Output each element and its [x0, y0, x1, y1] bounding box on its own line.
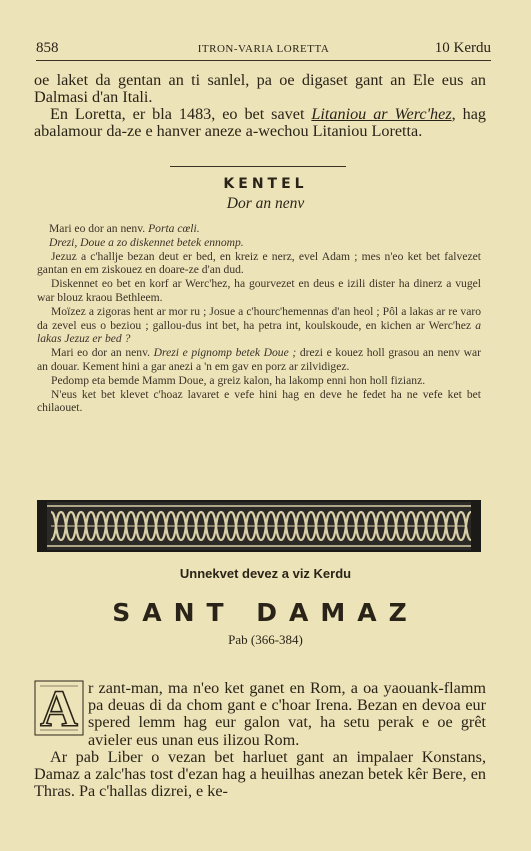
intro-text — [34, 72, 486, 140]
prayer-text — [37, 222, 481, 415]
running-title: ITRON-VARIA LORETTA — [197, 43, 330, 55]
section-title-kentel: KENTEL — [223, 176, 308, 192]
page-number: 858 — [36, 40, 59, 56]
saint-text — [34, 680, 486, 800]
prayer-paragraph: N'eus ket bet klevet c'hoaz lavaret e vefe hini hag en deve he fedet ha ne vefe ket bet chilaouet. — [37, 387, 481, 415]
prayer-paragraph: Jezuz a c'hallje bezan deut er bed, en kreiz e nerz, evel Adam ; mes n'eo ket bet falvezet gantan en em ziskouez en doare-ze d'an dud. — [37, 249, 481, 277]
intro-italic-run: Litaniou ar Werc'hez — [311, 105, 452, 123]
italic-run: Porta cœli. — [148, 222, 200, 235]
papacy-dates: Pab (366-384) — [228, 632, 303, 647]
text-run: Mari eo dor an nenv. — [49, 222, 149, 235]
saint-paragraph-1: r zant-man, ma n'eo ket ganet en Rom, a oa yaouank-flamm pa deuas di da chom gant e c'hoar Irena. Bezan en devoa eur spered lemm hag eur galon vat, ha setu perak e oe grêt avieler eus unan eus ilizou Rom. — [88, 679, 486, 749]
section-divider — [170, 166, 346, 167]
intro-text-run: , hag abalamour da-ze e hanver aneze a-wechou Litaniou Loretta. — [34, 105, 487, 140]
intro-text-run: En Loretta, er bla 1483, eo bet savet — [50, 105, 312, 123]
knotwork-pattern — [39, 502, 479, 550]
saint-title: SANT DAMAZ — [112, 598, 419, 627]
header-month: 10 Kerdu — [434, 40, 491, 56]
celtic-knot-ornament — [37, 500, 481, 552]
svg-text:A: A — [40, 681, 78, 736]
prayer-paragraph — [37, 305, 481, 346]
saint-paragraph-2: Ar pab Liber o vezan bet harluet gant an impalaer Konstans, Damaz a zalc'has tost d'ezan hag a heuilhas anezan betek kêr Bere, en Thras. Pa c'hallas dizrei, e ke- — [34, 747, 486, 801]
intro-paragraph-1: oe laket da gentan an ti sanlel, pa oe digaset gant an Ele eus an Dalmasi d'an Itali. — [34, 71, 486, 106]
text-run: Moïzez a zigoras hent ar mor ru ; Josue a c'hourc'hemennas d'an heol ; Pôl a lakas ar re varo da zevel eus o beziou ; gallou-dus int bet, ha petra int, koulskoude, en kichen ar Werc'hez — [37, 304, 481, 332]
italic-run: a lakas Jezuz er bed ? — [37, 318, 481, 346]
text-run: drezi e kouez holl grasou an nenv war an douar. Kement hini a gar anezi a 'n em gav en porz ar zilvidigez. — [37, 346, 481, 373]
drop-cap-space — [34, 680, 88, 746]
intro-paragraph-2 — [34, 106, 486, 140]
running-header — [36, 40, 491, 61]
prayer-paragraph: Diskennet eo bet en korf ar Werc'hez, ha gourvezet en deus e izili dister ha dinerz a vugel war blouz kraou Bethleem. — [37, 277, 481, 304]
italic-run: Drezi e pignomp betek Doue ; — [153, 346, 297, 360]
prayer-line — [37, 222, 481, 236]
section-subtitle: Dor an nenv — [226, 195, 305, 212]
prayer-paragraph — [37, 346, 481, 374]
prayer-paragraph: Pedomp eta bemde Mamm Doue, a greiz kalon, ha lakomp enni hon holl fizianz. — [51, 373, 426, 387]
text-run: Mari eo dor an nenv. — [51, 346, 154, 360]
date-heading: Unnekvet devez a viz Kerdu — [179, 566, 352, 581]
drop-cap-initial — [34, 680, 84, 736]
prayer-line: Drezi, Doue a zo diskennet betek ennomp. — [49, 235, 244, 249]
